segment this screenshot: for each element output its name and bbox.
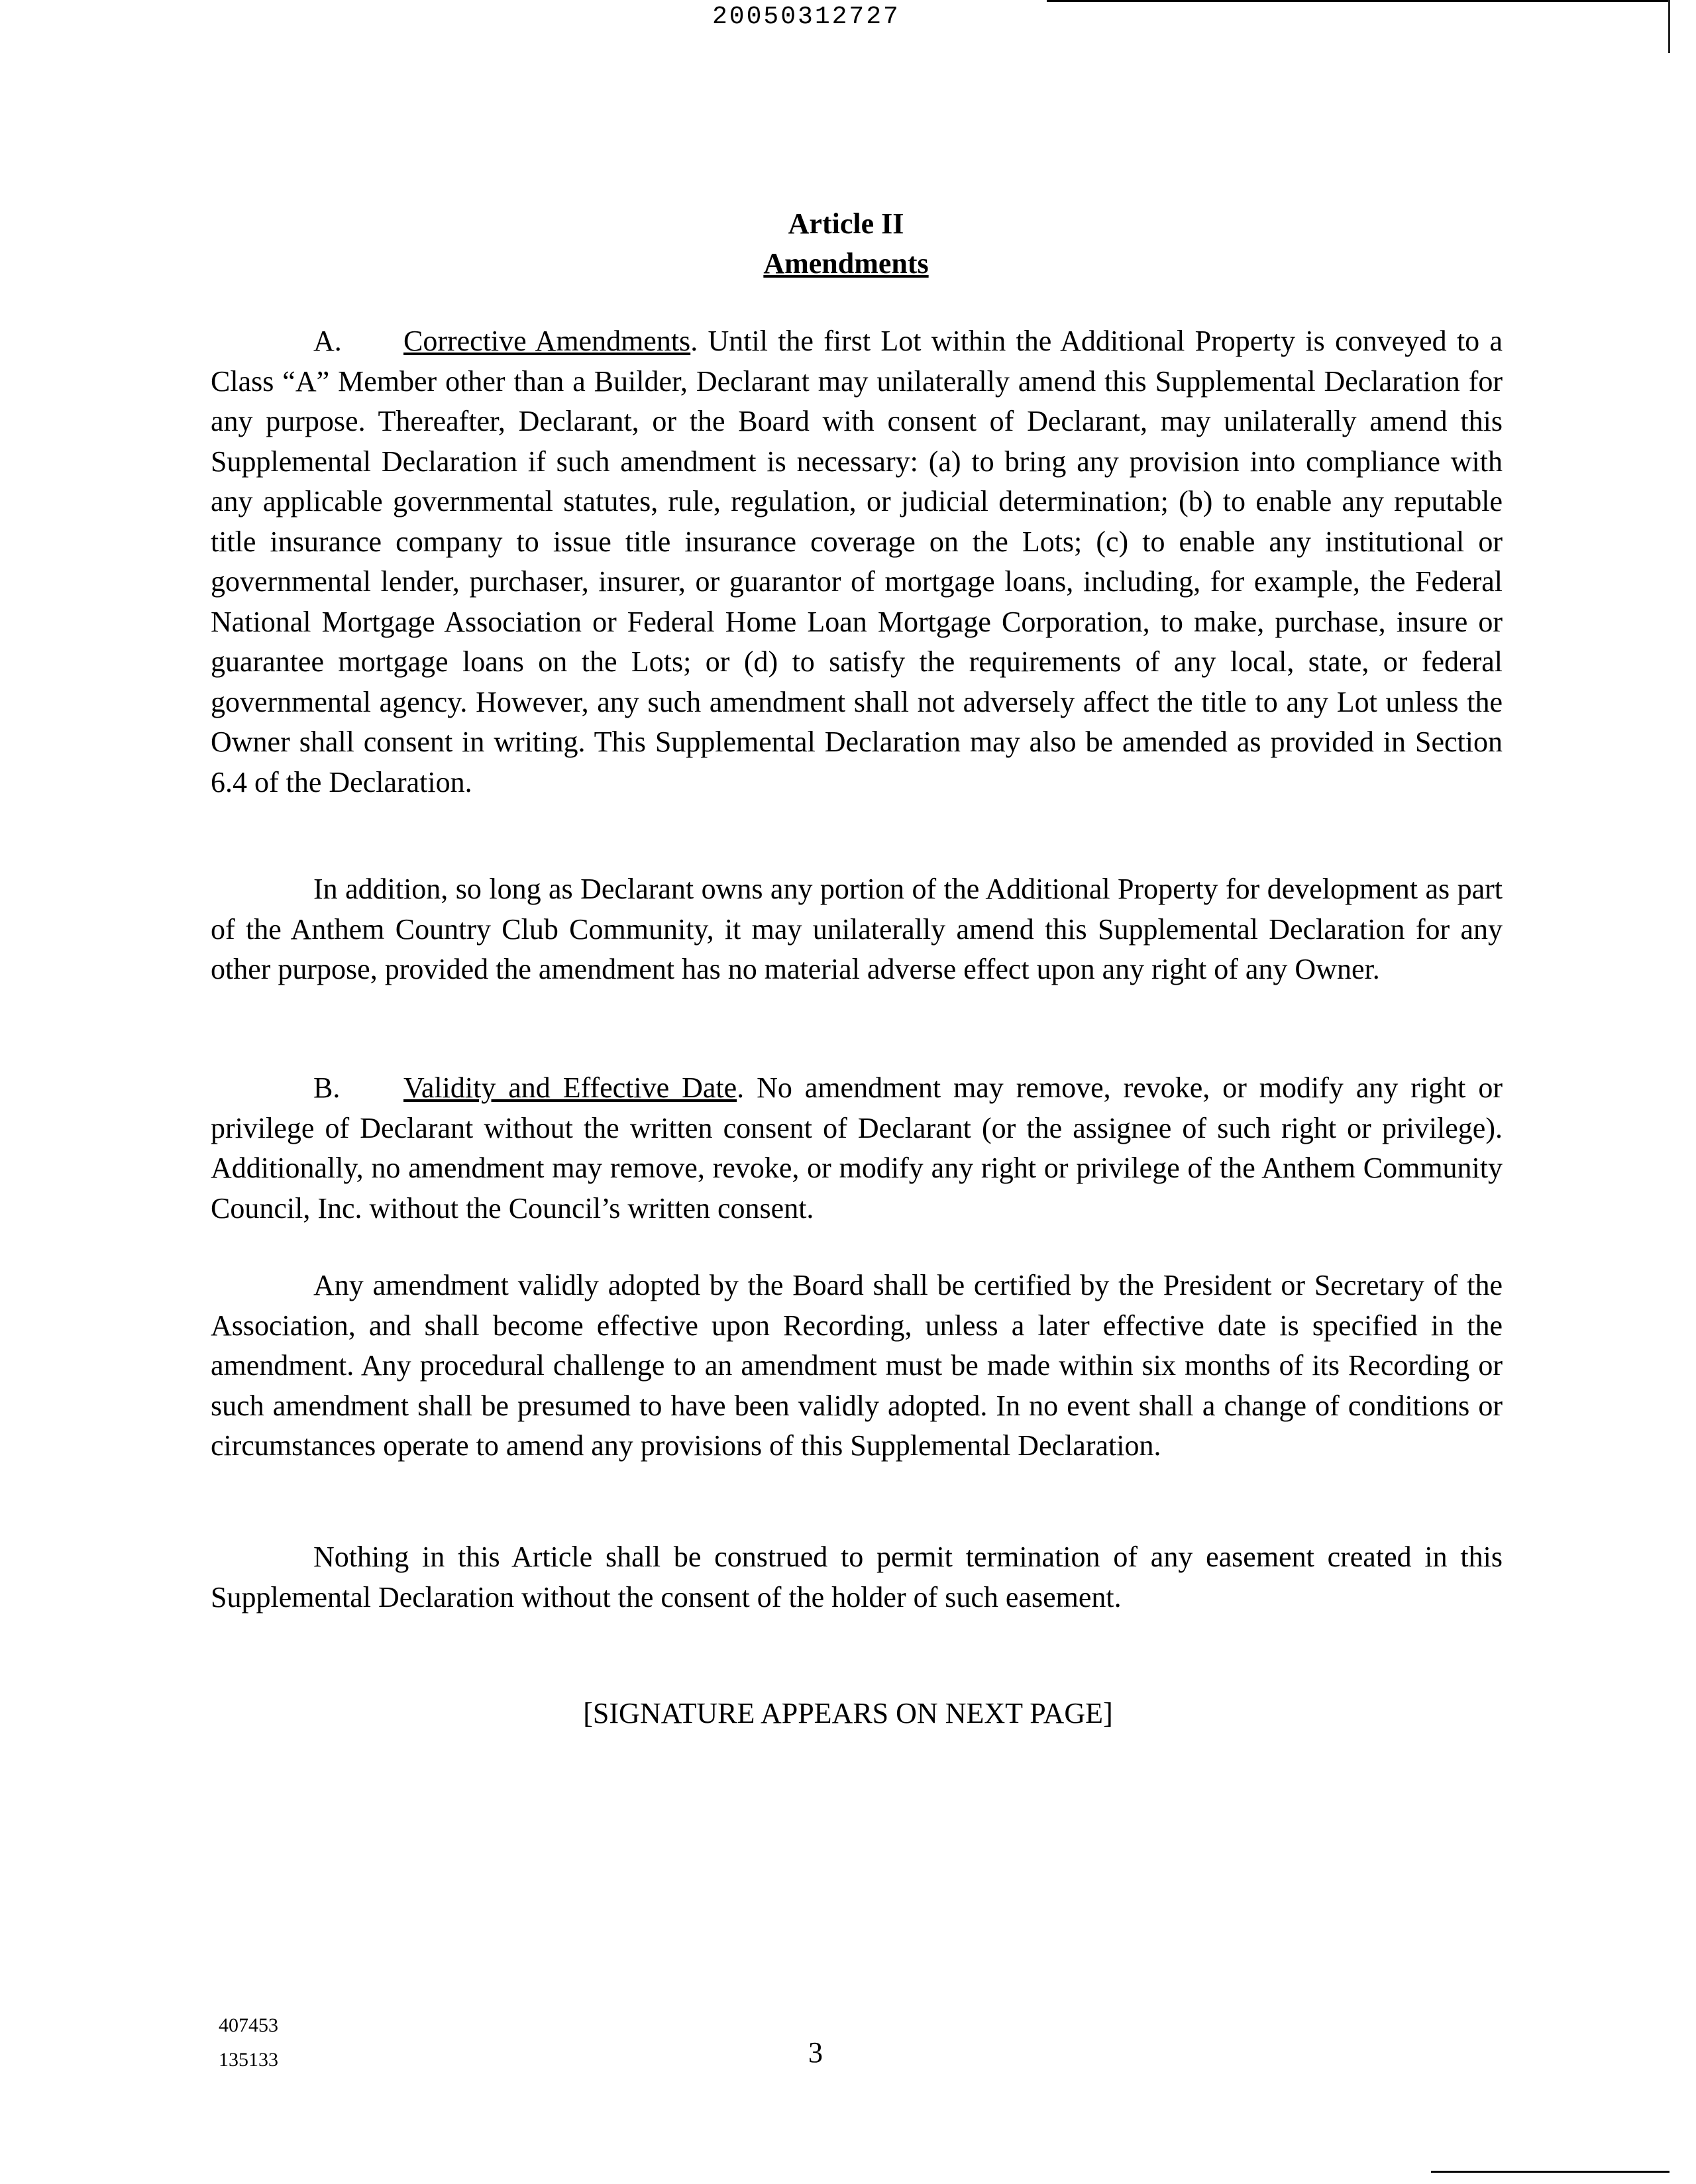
section-a-label: A. (313, 325, 342, 357)
section-b-para3-text: Nothing in this Article shall be construed to permit termination of any easement created in this Supplemental Declaration without the consent of the holder of such easement. (211, 1541, 1503, 1613)
section-b-paragraph-2 (211, 1266, 1503, 1466)
article-title: Article II (788, 207, 904, 240)
section-b-label: B. (313, 1071, 341, 1104)
bottom-rule (1431, 2171, 1670, 2173)
document-number: 20050312727 (712, 3, 900, 31)
article-subtitle: Amendments (763, 247, 929, 280)
section-b-heading: Validity and Effective Date (403, 1071, 737, 1104)
section-b-paragraph-3 (211, 1537, 1503, 1617)
section-a-text: . Until the first Lot within the Additional Property is conveyed to a Class “A” Member other than a Builder, Declarant may unilaterally amend this Supplemental Declaration for any purpose. Thereafter, Declarant, or the Board with consent of Declarant, may unilaterally amend this Supplemental Declaration if such amendment is necessary: (a) to bring any provision into compliance with any applicable governmental statutes, rule, regulation, or judicial determination; (b) to enable any reputable title insurance company to issue title insurance coverage on the Lots; (c) to enable any institutional or governmental lender, purchaser, insurer, or guarantor of mortgage loans, including, for example, the Federal National Mortgage Association or Federal Home Loan Mortgage Corporation, to make, purchase, insure or guarantee mortgage loans on the Lots; or (d) to satisfy the requirements of any local, state, or federal governmental agency. However, any such amendment shall not adversely affect the title to any Lot unless the Owner shall consent in writing. This Supplemental Declaration may also be amended as provided in Section 6.4 of the Declaration. (211, 325, 1503, 798)
section-a-paragraph (211, 321, 1503, 802)
section-a-paragraph-2 (211, 869, 1503, 990)
footer-code-2: 135133 (219, 2049, 278, 2071)
section-a-para2-text: In addition, so long as Declarant owns any portion of the Additional Property for development as part of the Anthem Country Club Community, it may unilaterally amend this Supplemental Declaration for any other purpose, provided the amendment has no material adverse effect upon any right of any Owner. (211, 873, 1503, 985)
footer-code-1: 407453 (219, 2014, 278, 2036)
section-a-heading: Corrective Amendments (403, 325, 691, 357)
section-b-text: . No amendment may remove, revoke, or modify any right or privilege of Declarant without the written consent of Declarant (or the assignee of such right or privilege). Additionally, no amendment may remove, revoke, or modify any right or privilege of the Anthem Community Council, Inc. without the Council’s written consent. (211, 1071, 1503, 1225)
section-b-paragraph (211, 1068, 1503, 1228)
signature-note: [SIGNATURE APPEARS ON NEXT PAGE] (583, 1697, 1113, 1729)
top-rule (1047, 0, 1670, 2)
section-b-para2-text: Any amendment validly adopted by the Board shall be certified by the President or Secretary of the Association, and shall become effective upon Recording, unless a later effective date is specified in the amendment. Any procedural challenge to an amendment must be made within six months of its Recording or such amendment shall be presumed to have been validly adopted. In no event shall a change of conditions or circumstances operate to amend any provisions of this Supplemental Declaration. (211, 1269, 1503, 1462)
page-number: 3 (808, 2036, 823, 2069)
right-edge-mark (1668, 0, 1670, 53)
